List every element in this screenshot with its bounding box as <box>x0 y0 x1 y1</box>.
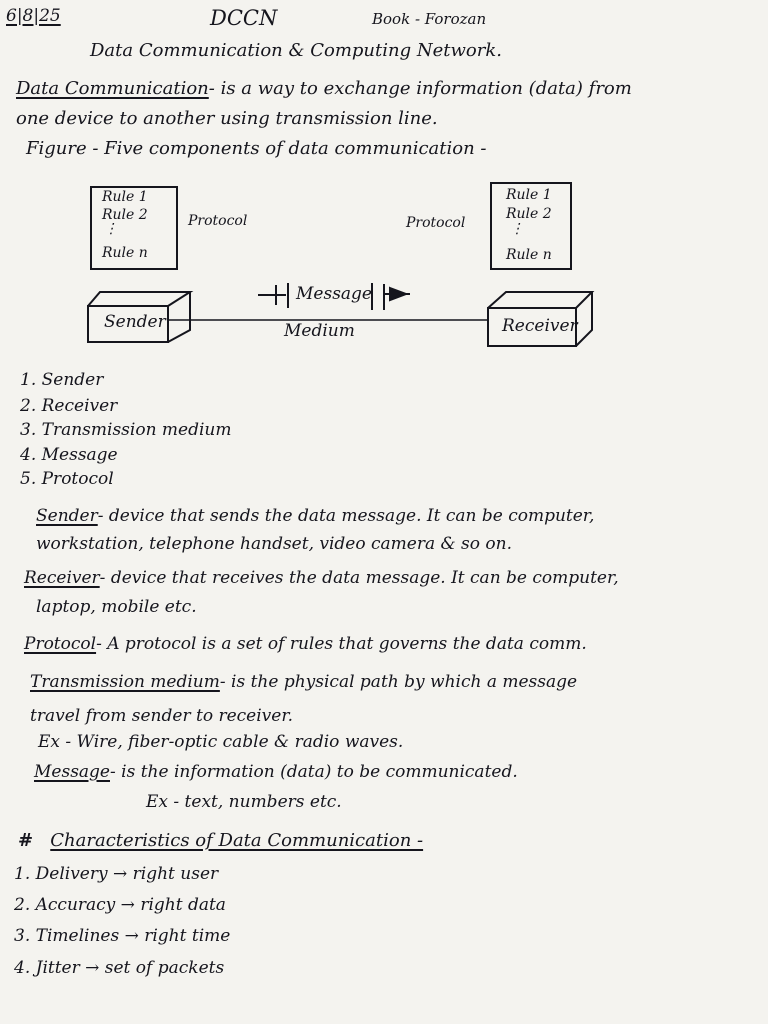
left-protocol-label: Protocol <box>188 213 248 229</box>
medium-label: Medium <box>284 321 355 341</box>
def-message-term: Message <box>34 762 110 782</box>
def-receiver-text: - device that receives the data message. It can be computer, <box>99 568 619 588</box>
def-sender-text: - device that sends the data message. It can be computer, <box>97 506 595 526</box>
characteristic-item: 1. Delivery → right user <box>14 864 219 884</box>
date: 6|8|25 <box>6 6 61 26</box>
page-title: DCCN <box>210 6 278 30</box>
def-medium-term: Transmission medium <box>30 672 220 692</box>
message-label: Message <box>296 284 372 304</box>
left-rule-2: Rule 2 <box>102 207 148 223</box>
def-medium-text: - is the physical path by which a message <box>219 672 578 692</box>
def-protocol-term: Protocol <box>24 634 97 654</box>
receiver-label: Receiver <box>502 316 578 336</box>
right-protocol-label: Protocol <box>406 215 466 231</box>
def-message-line1 <box>34 764 518 781</box>
intro-term: Data Communication <box>16 78 209 99</box>
component-item: 4. Message <box>20 445 118 465</box>
def-message-text: - is the information (data) to be communicated. <box>110 762 518 782</box>
characteristic-item: 4. Jitter → set of packets <box>14 958 225 978</box>
hash-mark: # <box>18 830 34 851</box>
component-item: 2. Receiver <box>20 396 118 416</box>
left-rule-1: Rule 1 <box>102 189 148 205</box>
intro-def-line2: one device to another using transmission line. <box>16 108 438 129</box>
subtitle: Data Communication & Computing Network. <box>90 40 502 61</box>
left-rule-n: Rule n <box>102 245 148 261</box>
def-sender-line2: workstation, telephone handset, video camera & so on. <box>36 534 512 554</box>
sender-label: Sender <box>104 312 166 332</box>
characteristics-title: Characteristics of Data Communication - <box>50 830 424 851</box>
def-protocol-line1 <box>24 636 587 653</box>
characteristics-heading <box>18 832 423 850</box>
def-medium-line1 <box>30 674 577 691</box>
def-receiver-line2: laptop, mobile etc. <box>36 597 197 617</box>
figure-caption: Figure - Five components of data communication - <box>26 138 487 159</box>
right-rule-1: Rule 1 <box>506 187 552 203</box>
def-receiver-term: Receiver <box>24 568 100 588</box>
right-rule-dots: ⋮ <box>510 221 524 237</box>
def-medium-line3: Ex - Wire, fiber-optic cable & radio waves. <box>38 732 404 752</box>
right-rule-2: Rule 2 <box>506 206 552 222</box>
component-item: 3. Transmission medium <box>20 420 232 440</box>
component-item: 5. Protocol <box>20 469 114 489</box>
characteristic-item: 2. Accuracy → right data <box>14 895 226 915</box>
def-protocol-text: - A protocol is a set of rules that governs the data comm. <box>96 634 587 654</box>
def-message-line2: Ex - text, numbers etc. <box>146 792 342 812</box>
book-reference: Book - Forozan <box>372 10 487 28</box>
right-rule-n: Rule n <box>506 247 552 263</box>
def-sender-term: Sender <box>36 506 98 526</box>
def-sender-line1 <box>36 508 594 525</box>
left-rule-dots: ⋮ <box>104 221 118 237</box>
characteristic-item: 3. Timelines → right time <box>14 926 231 946</box>
def-medium-line2: travel from sender to receiver. <box>30 706 293 726</box>
intro-def-line1: - is a way to exchange information (data) from <box>208 78 632 99</box>
component-item: 1. Sender <box>20 370 104 390</box>
def-receiver-line1 <box>24 570 619 587</box>
